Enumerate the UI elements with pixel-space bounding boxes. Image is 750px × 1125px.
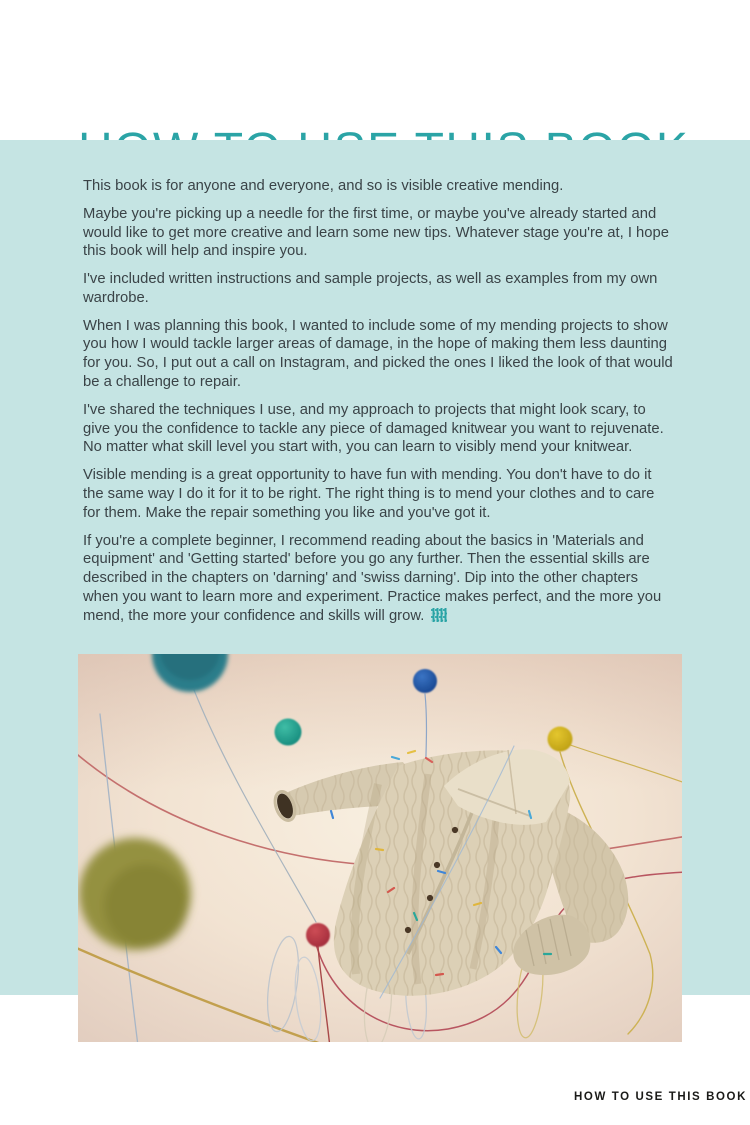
body-text: [83, 177, 675, 634]
running-footer: HOW TO USE THIS BOOK: [574, 1091, 747, 1103]
weave-grid-icon: [431, 608, 447, 622]
body-paragraph: This book is for anyone and everyone, and so is visible creative mending.: [83, 178, 564, 194]
cardigan-photo-illustration: [78, 654, 682, 1042]
yarn-ball-yellow: [548, 727, 573, 752]
yarn-ball-red: [306, 923, 330, 947]
yarn-ball-olive: [79, 838, 191, 950]
body-paragraph-text: If you're a complete beginner, I recommend reading about the basics in 'Materials and equipment' and 'Getting started' before you go any further. Then the essential skills are described in the chapters on 'darning' and 'swiss darning'. Dip into the other chapters when you want to learn more and experiment. Practice makes perfect, and the more you mend, the more your confidence and skills will grow.: [83, 532, 662, 624]
yarn-ball-teal: [275, 719, 302, 746]
body-paragraph: [83, 532, 675, 626]
body-paragraph: I've included written instructions and sample projects, as well as examples from my own wardrobe.: [83, 271, 658, 306]
yarn-ball-blue: [413, 669, 437, 693]
body-paragraph: Maybe you're picking up a needle for the first time, or maybe you've already started and would like to get more creative and learn some new tips. Whatever stage you're at, I hope this book will help and inspire you.: [83, 205, 669, 260]
body-paragraph: Visible mending is a great opportunity to have fun with mending. You don't have to do it the same way I do it for it to be right. The right thing is to mend your clothes and to care for them. Make the repair something you like and you've got it.: [83, 467, 655, 521]
body-paragraph: I've shared the techniques I use, and my approach to projects that might look scary, to give you the confidence to tackle any piece of damaged knitwear you want to rejuvenate. No matter what skill level you start with, you can learn to visibly mend your knitwear.: [83, 401, 664, 456]
body-paragraph: When I was planning this book, I wanted to include some of my mending projects to show you how I would tackle larger areas of damage, in the hope of making them less daunting for you. So, I put out a call on Instagram, and picked the ones I liked the look of that would be a challenge to repair.: [83, 317, 673, 391]
cardigan-photo: [78, 654, 682, 1042]
